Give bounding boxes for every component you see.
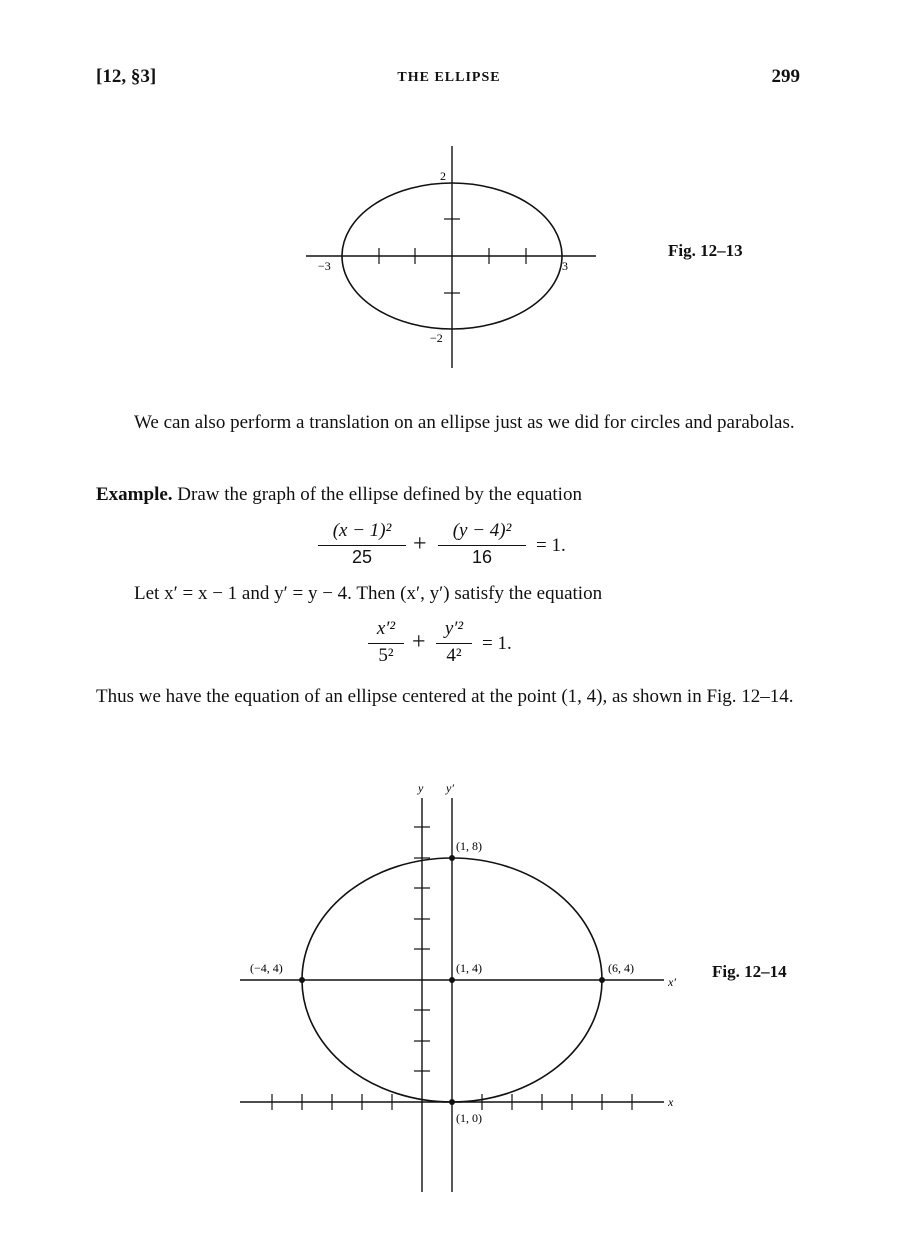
- fig1-label-left: −3: [318, 259, 331, 273]
- running-title: THE ELLIPSE: [397, 70, 501, 85]
- fig2-point-right: [599, 977, 605, 983]
- eq2-rhs: = 1.: [482, 633, 512, 654]
- figure-12-13: [0, 140, 898, 380]
- equation-1: [318, 520, 598, 576]
- fig2-label-top: (1, 8): [456, 839, 482, 853]
- equation-2: [368, 618, 568, 674]
- eq1-fraction-bar-2: [438, 545, 526, 546]
- fig1-caption: Fig. 12–13: [668, 241, 743, 260]
- fig2-point-left: [299, 977, 305, 983]
- eq2-denominator-2: 4²: [446, 645, 462, 666]
- eq1-plus: +: [413, 531, 427, 557]
- page-number: 299: [771, 66, 800, 87]
- eq1-numerator-2: (y − 4)²: [452, 520, 512, 541]
- fig2-label-left: (−4, 4): [250, 961, 283, 975]
- fig2-label-yprime: y′: [446, 781, 454, 795]
- eq2-fraction-bar-2: [436, 643, 472, 644]
- fig2-label-right: (6, 4): [608, 961, 634, 975]
- section-reference: [12, §3]: [96, 66, 157, 87]
- fig2-point-bottom: [449, 1099, 455, 1105]
- example-text: Draw the graph of the ellipse defined by the equation: [177, 484, 582, 505]
- example-label: Example.: [96, 484, 173, 505]
- eq1-fraction-bar-1: [318, 545, 406, 546]
- paragraph-conclusion: Thus we have the equation of an ellipse centered at the point (1, 4), as shown in Fig. 12–14.: [96, 686, 794, 707]
- eq2-numerator-2: y′²: [444, 618, 464, 639]
- eq2-numerator-1: x′²: [376, 618, 396, 639]
- eq1-rhs: = 1.: [536, 535, 566, 556]
- fig1-label-right: 3: [562, 259, 568, 273]
- paragraph-substitution: Let x′ = x − 1 and y′ = y − 4. Then (x′, y′) satisfy the equation: [134, 583, 603, 604]
- eq2-denominator-1: 5²: [378, 645, 394, 666]
- fig2-label-xprime: x′: [668, 975, 676, 989]
- eq2-fraction-bar-1: [368, 643, 404, 644]
- fig2-label-y: y: [418, 781, 424, 795]
- fig2-label-bottom: (1, 0): [456, 1111, 482, 1125]
- figure-12-14: [0, 770, 898, 1200]
- fig2-point-top: [449, 855, 455, 861]
- fig1-label-bottom: −2: [430, 331, 443, 345]
- eq1-numerator-1: (x − 1)²: [332, 520, 392, 541]
- fig2-label-x: x: [668, 1095, 674, 1109]
- eq2-plus: +: [412, 629, 426, 655]
- fig1-label-top: 2: [440, 169, 446, 183]
- eq1-denominator-2: 16: [471, 547, 493, 567]
- fig2-caption: Fig. 12–14: [712, 962, 787, 981]
- paragraph-translation: We can also perform a translation on an ellipse just as we did for circles and parabolas.: [134, 412, 795, 433]
- fig2-label-center: (1, 4): [456, 961, 482, 975]
- fig2-point-center: [449, 977, 455, 983]
- eq1-denominator-1: 25: [351, 547, 373, 567]
- example-line: [96, 481, 804, 508]
